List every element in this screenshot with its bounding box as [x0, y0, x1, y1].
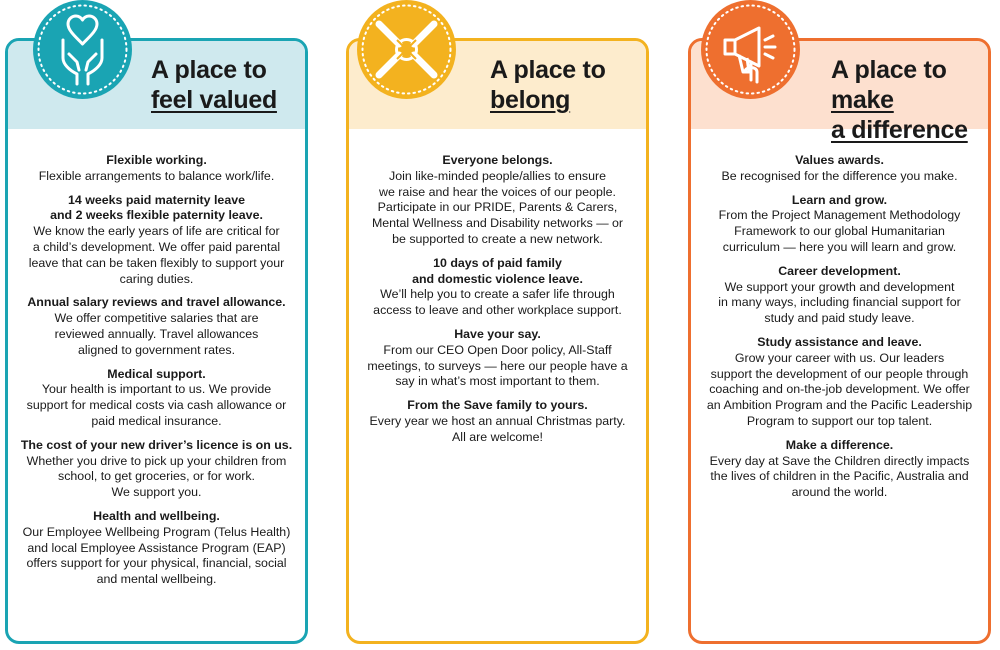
benefit-section	[359, 153, 636, 248]
text-line: From the Project Management Methodology	[718, 208, 961, 223]
heading-line: The cost of your new driver’s licence is on us.	[20, 437, 293, 452]
benefit-heading	[18, 295, 295, 311]
benefit-section	[359, 256, 636, 319]
benefit-heading	[359, 398, 636, 414]
text-line: paid medical insurance.	[91, 413, 222, 428]
text-line: we raise and hear the voices of our people.	[379, 184, 616, 199]
title-line-1b: make	[831, 86, 894, 114]
benefit-section	[701, 335, 978, 430]
text-line: in many ways, including financial support for	[718, 295, 961, 310]
text-line: curriculum — here you will learn and grow.	[722, 239, 957, 254]
benefit-text	[701, 280, 978, 327]
heading-line: and 2 weeks flexible paternity leave.	[50, 208, 263, 223]
text-line: school, to get groceries, or for work.	[58, 469, 255, 484]
text-line: Be recognised for the difference you make.	[721, 168, 958, 183]
benefit-text	[18, 224, 295, 287]
benefit-section	[18, 367, 295, 430]
benefit-section	[701, 153, 978, 185]
benefit-heading	[18, 438, 295, 454]
title-line-2: belong	[490, 86, 571, 114]
benefit-text	[18, 525, 295, 588]
text-line: Your health is important to us. We provide	[41, 382, 272, 397]
benefit-heading	[359, 327, 636, 343]
text-line: around the world.	[791, 485, 888, 500]
benefit-heading	[701, 193, 978, 209]
benefit-heading	[18, 367, 295, 383]
title-line-1a: A place to	[831, 56, 947, 84]
text-line: From our CEO Open Door policy, All-Staff	[383, 342, 612, 357]
text-line: say in what’s most important to them.	[395, 374, 600, 389]
benefit-section	[18, 295, 295, 358]
heading-line: Values awards.	[795, 153, 884, 167]
benefit-section	[701, 264, 978, 327]
text-line: offers support for your physical, financial, social	[26, 556, 287, 571]
benefit-text	[18, 169, 295, 185]
text-line: Every year we host an annual Christmas party.	[369, 413, 626, 428]
text-line: support for medical costs via cash allowance or	[26, 398, 287, 413]
text-line: We support your growth and development	[724, 279, 955, 294]
text-line: All are welcome!	[452, 429, 543, 444]
text-line: We know the early years of life are critical for	[33, 224, 280, 239]
benefit-heading	[701, 438, 978, 454]
text-line: study and paid study leave.	[764, 311, 915, 326]
benefit-section	[18, 509, 295, 588]
text-line: Join like-minded people/allies to ensure	[389, 168, 606, 183]
card-feel-valued	[5, 38, 308, 644]
heading-line: Make a difference.	[785, 437, 894, 452]
text-line: Every day at Save the Children directly impacts	[709, 453, 970, 468]
text-line: support the development of our people through	[710, 366, 969, 381]
heading-line: 14 weeks paid maternity leave	[67, 192, 245, 207]
benefit-text	[18, 454, 295, 501]
text-line: Framework to our global Humanitarian	[734, 224, 945, 239]
benefit-text	[359, 169, 636, 248]
text-line: the lives of children in the Pacific, Australia and	[710, 469, 969, 484]
heading-line: 10 days of paid family	[433, 255, 562, 270]
text-line: be supported to create a new network.	[392, 231, 603, 246]
benefit-text	[359, 287, 636, 319]
benefit-heading	[701, 153, 978, 169]
heading-line: and domestic violence leave.	[412, 271, 583, 286]
card-title	[490, 55, 606, 115]
title-line-1: A place to	[490, 56, 606, 84]
text-line: an Ambition Program and the Pacific Leadership	[706, 398, 973, 413]
text-line: Mental Wellness and Disability networks — or	[371, 216, 624, 231]
text-line: Participate in our PRIDE, Parents & Carers,	[377, 200, 618, 215]
card-belong	[346, 38, 649, 644]
benefit-section	[18, 193, 295, 288]
text-line: Our Employee Wellbeing Program (Telus Health)	[22, 524, 291, 539]
benefit-text	[18, 382, 295, 429]
benefit-text	[701, 169, 978, 185]
benefit-section	[701, 193, 978, 256]
heading-line: Medical support.	[107, 366, 206, 381]
card-body	[349, 153, 646, 641]
heading-line: From the Save family to yours.	[407, 398, 588, 413]
benefit-text	[701, 454, 978, 501]
benefit-section	[18, 438, 295, 501]
benefit-section	[18, 153, 295, 185]
heading-line: Flexible working.	[106, 153, 207, 167]
text-line: meetings, to surveys — here our people have a	[367, 358, 628, 373]
benefit-text	[701, 208, 978, 255]
benefit-section	[359, 327, 636, 390]
text-line: reviewed annually. Travel allowances	[54, 326, 259, 341]
text-line: access to leave and other workplace support.	[373, 303, 622, 318]
heading-line: Annual salary reviews and travel allowance.	[27, 295, 286, 310]
title-line-2: a difference	[831, 116, 968, 144]
benefit-section	[359, 398, 636, 445]
benefit-text	[359, 414, 636, 446]
heading-line: Career development.	[778, 263, 901, 278]
benefit-heading	[359, 153, 636, 169]
benefit-text	[359, 343, 636, 390]
title-line-1: A place to	[151, 56, 267, 84]
benefit-heading	[18, 153, 295, 169]
benefit-heading	[18, 509, 295, 525]
card-body	[691, 153, 988, 641]
benefit-heading	[701, 335, 978, 351]
text-line: Grow your career with us. Our leaders	[734, 350, 945, 365]
text-line: Whether you drive to pick up your children from	[26, 453, 287, 468]
text-line: We’ll help you to create a safer life through	[380, 287, 615, 302]
text-line: a child’s development. We offer paid parental	[32, 239, 281, 254]
text-line: We offer competitive salaries that are	[54, 311, 259, 326]
benefit-text	[18, 311, 295, 358]
text-line: leave that can be taken flexibly to support your	[28, 255, 285, 270]
benefit-section	[701, 438, 978, 501]
text-line: and local Employee Assistance Program (EAP)	[27, 540, 286, 555]
text-line: and mental wellbeing.	[96, 572, 217, 587]
joined-hands-icon	[357, 0, 456, 99]
benefit-heading	[18, 193, 295, 225]
text-line: coaching and on-the-job development. We offer	[709, 382, 970, 397]
heading-line: Health and wellbeing.	[93, 508, 220, 523]
card-title	[831, 55, 988, 145]
text-line: Program to support our top talent.	[746, 413, 933, 428]
text-line: Flexible arrangements to balance work/life.	[38, 168, 275, 183]
benefit-heading	[359, 256, 636, 288]
text-line: We support you.	[111, 485, 202, 500]
card-make-difference	[688, 38, 991, 644]
benefit-heading	[701, 264, 978, 280]
heading-line: Everyone belongs.	[442, 153, 553, 167]
text-line: caring duties.	[119, 271, 194, 286]
heading-line: Study assistance and leave.	[757, 334, 922, 349]
card-title	[151, 55, 277, 115]
heading-line: Have your say.	[454, 326, 541, 341]
title-line-2: feel valued	[151, 86, 277, 114]
benefit-text	[701, 351, 978, 430]
heading-line: Learn and grow.	[791, 192, 888, 207]
heart-hands-icon	[33, 0, 132, 99]
megaphone-icon	[701, 0, 800, 99]
card-body	[8, 153, 305, 641]
text-line: aligned to government rates.	[77, 342, 236, 357]
